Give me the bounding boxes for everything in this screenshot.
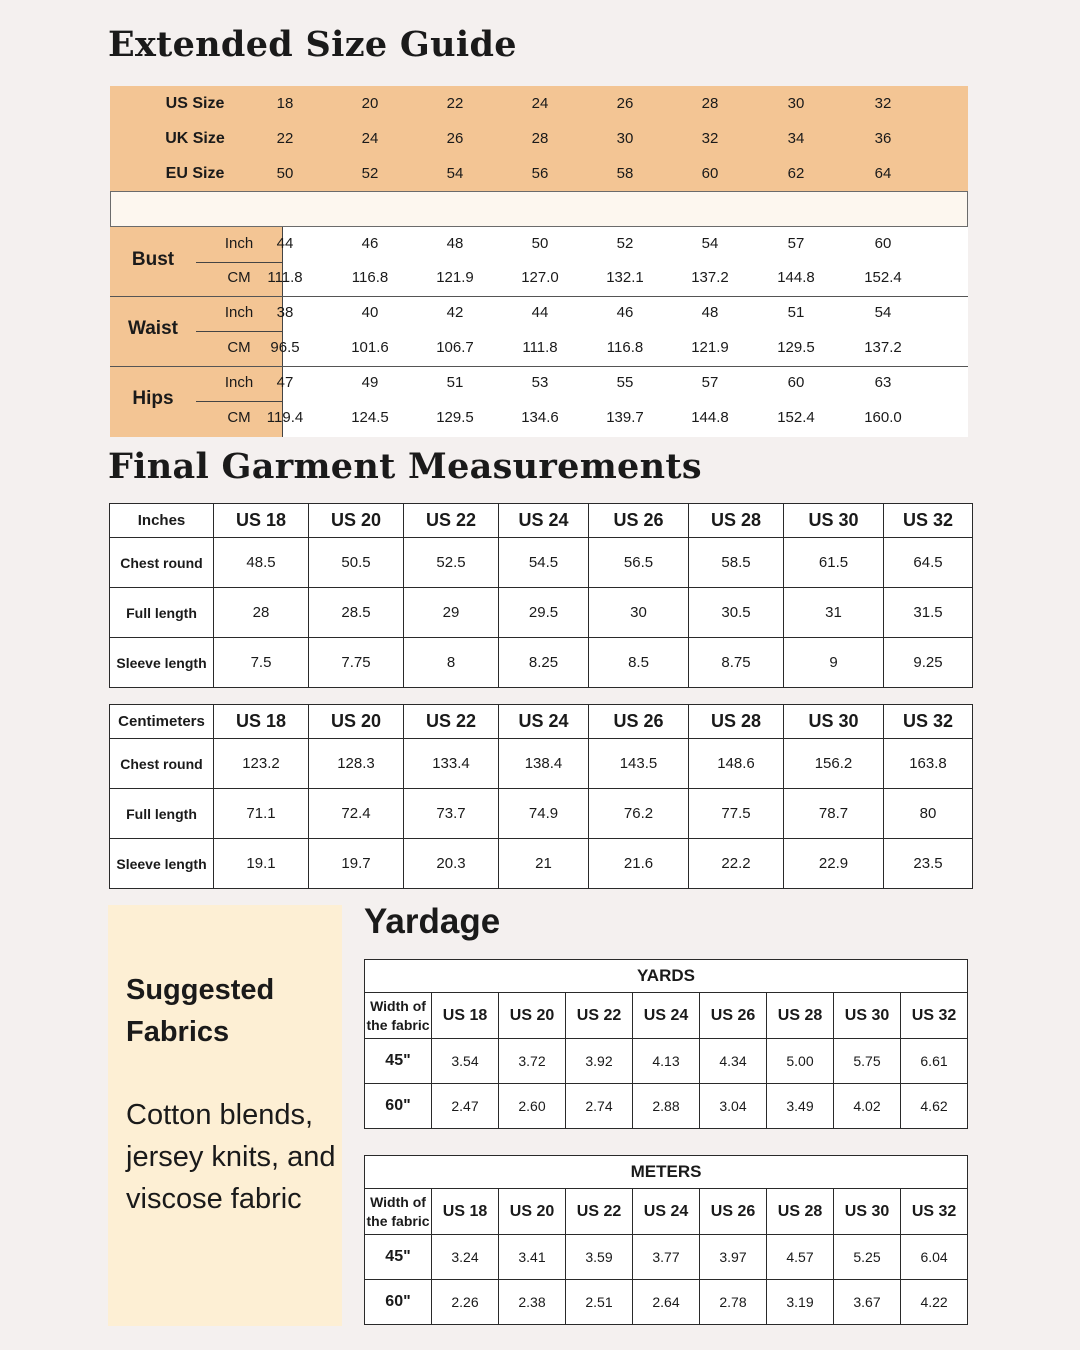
size-header: US 30: [834, 1189, 901, 1235]
yardage-cell: 3.77: [633, 1235, 700, 1280]
measurement-cell: 22.2: [689, 839, 784, 889]
table-row: [110, 638, 973, 688]
eu-size-value: 50: [276, 165, 294, 182]
table-row: [110, 839, 973, 889]
measurement-cell: 19.1: [214, 839, 309, 889]
bust-cm-value: 132.1: [606, 269, 644, 286]
width-label-line2: the fabric: [366, 1212, 430, 1229]
measurement-cell: 21.6: [589, 839, 689, 889]
size-header: US 32: [901, 993, 968, 1039]
unit-header: Inches: [110, 504, 214, 538]
uk-size-value: 24: [361, 130, 379, 147]
measurement-cell: 54.5: [499, 538, 589, 588]
eu-size-value: 58: [616, 165, 634, 182]
width-of-fabric-header: [365, 1189, 432, 1235]
us-size-value: 30: [787, 95, 805, 112]
waist-cm-label: CM: [227, 339, 251, 356]
garment-inches-table: [109, 503, 973, 688]
us-size-value: 22: [446, 95, 464, 112]
eu-size-label: EU Size: [165, 165, 225, 182]
measurement-cell: 72.4: [309, 789, 404, 839]
measurement-cell: 80: [884, 789, 973, 839]
size-header: US 24: [633, 993, 700, 1039]
hips-cm-value: 152.4: [777, 409, 815, 426]
size-header: US 30: [834, 993, 901, 1039]
size-header: US 28: [689, 705, 784, 739]
measurement-cell: 78.7: [784, 789, 884, 839]
yardage-cell: 2.26: [432, 1280, 499, 1325]
yardage-cell: 3.04: [700, 1084, 767, 1129]
width-label-line2: the fabric: [366, 1016, 430, 1033]
suggested-fabrics-panel: [108, 905, 342, 1326]
measurement-cell: 31.5: [884, 588, 973, 638]
size-header: US 18: [214, 504, 309, 538]
size-header: US 20: [309, 504, 404, 538]
measurement-cell: 52.5: [404, 538, 499, 588]
size-conversion-block: [110, 86, 968, 191]
size-header: US 18: [214, 705, 309, 739]
waist-cm-value: 96.5: [270, 339, 300, 356]
eu-size-value: 60: [701, 165, 719, 182]
measurement-cell: 123.2: [214, 739, 309, 789]
uk-size-value: 32: [701, 130, 719, 147]
waist-inch-value: 48: [701, 304, 719, 321]
eu-size-value: 56: [531, 165, 549, 182]
measurement-cell: 31: [784, 588, 884, 638]
size-header: US 18: [432, 1189, 499, 1235]
us-size-value: 20: [361, 95, 379, 112]
bust-cm-value: 121.9: [436, 269, 474, 286]
bust-inch-value: 46: [361, 235, 379, 252]
bust-cm-value: 144.8: [777, 269, 815, 286]
measurement-cell: 73.7: [404, 789, 499, 839]
hips-cm-value: 160.0: [864, 409, 902, 426]
waist-cm-value: 137.2: [864, 339, 902, 356]
yardage-cell: 3.19: [767, 1280, 834, 1325]
measurement-cell: 58.5: [689, 538, 784, 588]
size-header: US 18: [432, 993, 499, 1039]
yardage-cell: 2.64: [633, 1280, 700, 1325]
row-label: Sleeve length: [110, 638, 214, 688]
measurement-cell: 138.4: [499, 739, 589, 789]
measurement-cell: 71.1: [214, 789, 309, 839]
size-header: US 32: [884, 705, 973, 739]
table-row: [110, 538, 973, 588]
waist-cm-value: 121.9: [691, 339, 729, 356]
measurement-cell: 28.5: [309, 588, 404, 638]
uk-size-value: 30: [616, 130, 634, 147]
hips-inch-value: 47: [276, 374, 294, 391]
size-header: US 32: [901, 1189, 968, 1235]
hips-label: Hips: [132, 388, 174, 409]
uk-size-value: 28: [531, 130, 549, 147]
bust-inch-value: 50: [531, 235, 549, 252]
measurement-cell: 7.75: [309, 638, 404, 688]
measurement-cell: 74.9: [499, 789, 589, 839]
size-header: US 26: [700, 993, 767, 1039]
measurement-cell: 28: [214, 588, 309, 638]
table-row: [110, 789, 973, 839]
yardage-title: Yardage: [364, 902, 501, 941]
hips-cm-value: 144.8: [691, 409, 729, 426]
bust-cm-label: CM: [227, 269, 251, 286]
bust-label: Bust: [131, 249, 175, 270]
row-label: Chest round: [110, 538, 214, 588]
table-row: [365, 1039, 968, 1084]
waist-cm-value: 116.8: [606, 339, 644, 356]
yardage-meters-table: [364, 1155, 968, 1325]
yardage-cell: 4.02: [834, 1084, 901, 1129]
header-row: [365, 993, 968, 1039]
hips-cm-value: 119.4: [266, 409, 304, 426]
hips-cm-label: CM: [227, 409, 251, 426]
header-row: [365, 1189, 968, 1235]
yardage-cell: 3.49: [767, 1084, 834, 1129]
size-header: US 26: [589, 504, 689, 538]
fabric-width-label: 60": [365, 1280, 432, 1325]
waist-inch-value: 42: [446, 304, 464, 321]
measurement-cell: 156.2: [784, 739, 884, 789]
yardage-cell: 2.60: [499, 1084, 566, 1129]
measurement-cell: 8.25: [499, 638, 589, 688]
yardage-cell: 3.67: [834, 1280, 901, 1325]
measurement-cell: 64.5: [884, 538, 973, 588]
size-header: US 30: [784, 705, 884, 739]
size-header: US 20: [309, 705, 404, 739]
hips-cm-value: 124.5: [351, 409, 389, 426]
measurement-cell: 30: [589, 588, 689, 638]
table-row: [110, 588, 973, 638]
size-header: US 24: [633, 1189, 700, 1235]
column-divider: [282, 227, 283, 437]
eu-size-value: 64: [874, 165, 892, 182]
uk-size-value: 36: [874, 130, 892, 147]
measurement-cell: 77.5: [689, 789, 784, 839]
bust-inch-label: Inch: [224, 235, 254, 252]
yardage-cell: 3.41: [499, 1235, 566, 1280]
uk-size-label: UK Size: [165, 130, 225, 147]
measurement-cell: 29: [404, 588, 499, 638]
size-header: US 28: [767, 993, 834, 1039]
eu-size-value: 54: [446, 165, 464, 182]
measurement-values-area: [282, 227, 968, 437]
width-of-fabric-header: [365, 993, 432, 1039]
yardage-cell: 3.92: [566, 1039, 633, 1084]
size-header: US 22: [566, 1189, 633, 1235]
yardage-cell: 4.22: [901, 1280, 968, 1325]
hips-inch-value: 51: [446, 374, 464, 391]
measurement-cell: 23.5: [884, 839, 973, 889]
row-label: Full length: [110, 789, 214, 839]
us-size-value: 32: [874, 95, 892, 112]
yardage-cell: 5.75: [834, 1039, 901, 1084]
uk-size-value: 22: [276, 130, 294, 147]
measurement-cell: 22.9: [784, 839, 884, 889]
yardage-cell: 2.51: [566, 1280, 633, 1325]
yardage-cell: 5.25: [834, 1235, 901, 1280]
bust-cm-value: 127.0: [521, 269, 559, 286]
bust-cm-value: 116.8: [351, 269, 389, 286]
row-label: Full length: [110, 588, 214, 638]
uk-size-value: 34: [787, 130, 805, 147]
measurement-cell: 143.5: [589, 739, 689, 789]
header-row: [110, 504, 973, 538]
size-header: US 28: [689, 504, 784, 538]
fabric-width-label: 45": [365, 1039, 432, 1084]
garment-title: Final Garment Measurements: [108, 446, 702, 487]
uk-size-value: 26: [446, 130, 464, 147]
unit-header: Centimeters: [110, 705, 214, 739]
yardage-cell: 3.59: [566, 1235, 633, 1280]
bust-cm-value: 152.4: [864, 269, 902, 286]
fabrics-body: Cotton blends, jersey knits, and viscose fabric: [126, 1099, 336, 1215]
yardage-cell: 5.00: [767, 1039, 834, 1084]
measurement-cell: 19.7: [309, 839, 404, 889]
row-label: Sleeve length: [110, 839, 214, 889]
hips-inch-value: 53: [531, 374, 549, 391]
table-row: [365, 1084, 968, 1129]
measurement-cell: 133.4: [404, 739, 499, 789]
size-header: US 24: [499, 504, 589, 538]
size-header: US 28: [767, 1189, 834, 1235]
group-divider: [110, 366, 968, 367]
yardage-yards-table: [364, 959, 968, 1129]
hips-inch-value: 57: [701, 374, 719, 391]
waist-inch-value: 44: [531, 304, 549, 321]
fabrics-title: [126, 969, 326, 1053]
size-header: US 26: [589, 705, 689, 739]
meters-caption: METERS: [365, 1156, 968, 1189]
us-size-label: US Size: [165, 95, 225, 112]
yardage-cell: 2.78: [700, 1280, 767, 1325]
fabrics-title-line2: Fabrics: [126, 1016, 230, 1048]
measurement-cell: 61.5: [784, 538, 884, 588]
size-header: US 32: [884, 504, 973, 538]
hips-inch-value: 60: [787, 374, 805, 391]
us-size-value: 24: [531, 95, 549, 112]
measurement-cell: 8.5: [589, 638, 689, 688]
yardage-cell: 2.88: [633, 1084, 700, 1129]
bust-inch-value: 60: [874, 235, 892, 252]
size-header: US 26: [700, 1189, 767, 1235]
uk-size-row: [110, 121, 968, 156]
size-header: US 22: [404, 504, 499, 538]
yardage-cell: 4.62: [901, 1084, 968, 1129]
yardage-cell: 4.13: [633, 1039, 700, 1084]
group-divider: [110, 296, 968, 297]
garment-cm-table: [109, 704, 973, 889]
unit-divider: [196, 331, 282, 332]
eu-size-value: 62: [787, 165, 805, 182]
yardage-cell: 3.97: [700, 1235, 767, 1280]
size-header: US 24: [499, 705, 589, 739]
eu-size-row: [110, 156, 968, 191]
width-label-line1: Width of: [370, 997, 426, 1014]
divider-strip: [110, 191, 968, 227]
waist-inch-value: 46: [616, 304, 634, 321]
yardage-cell: 2.74: [566, 1084, 633, 1129]
eu-size-value: 52: [361, 165, 379, 182]
unit-divider: [196, 262, 282, 263]
us-size-value: 18: [276, 95, 294, 112]
hips-cm-value: 134.6: [521, 409, 559, 426]
measurement-cell: 56.5: [589, 538, 689, 588]
yardage-cell: 3.72: [499, 1039, 566, 1084]
us-size-value: 28: [701, 95, 719, 112]
waist-cm-value: 101.6: [351, 339, 389, 356]
us-size-value: 26: [616, 95, 634, 112]
measurement-cell: 148.6: [689, 739, 784, 789]
yardage-cell: 6.61: [901, 1039, 968, 1084]
header-row: [110, 705, 973, 739]
measurement-cell: 29.5: [499, 588, 589, 638]
measurement-cell: 48.5: [214, 538, 309, 588]
bust-inch-value: 44: [276, 235, 294, 252]
waist-cm-value: 129.5: [777, 339, 815, 356]
yardage-cell: 4.34: [700, 1039, 767, 1084]
waist-cm-value: 111.8: [522, 339, 558, 356]
measurement-cell: 9.25: [884, 638, 973, 688]
width-label-line1: Width of: [370, 1193, 426, 1210]
measurement-cell: 8.75: [689, 638, 784, 688]
size-header: US 20: [499, 993, 566, 1039]
us-size-row: [110, 86, 968, 121]
size-header: US 30: [784, 504, 884, 538]
size-header: US 20: [499, 1189, 566, 1235]
fabrics-title-line1: Suggested: [126, 974, 275, 1006]
measurement-cell: 50.5: [309, 538, 404, 588]
measurement-cell: 20.3: [404, 839, 499, 889]
bust-cm-value: 137.2: [691, 269, 729, 286]
measurement-cell: 128.3: [309, 739, 404, 789]
table-row: [365, 1280, 968, 1325]
fabric-width-label: 60": [365, 1084, 432, 1129]
measurement-cell: 9: [784, 638, 884, 688]
measurement-cell: 76.2: [589, 789, 689, 839]
table-row: [365, 1235, 968, 1280]
hips-inch-value: 49: [361, 374, 379, 391]
measurement-cell: 163.8: [884, 739, 973, 789]
measurement-cell: 21: [499, 839, 589, 889]
table-row: [110, 739, 973, 789]
hips-inch-label: Inch: [224, 374, 254, 391]
waist-cm-value: 106.7: [436, 339, 474, 356]
bust-inch-value: 48: [446, 235, 464, 252]
measurement-cell: 8: [404, 638, 499, 688]
bust-cm-value: 111.8: [267, 269, 303, 286]
waist-inch-value: 51: [787, 304, 805, 321]
size-header: US 22: [566, 993, 633, 1039]
size-header: US 22: [404, 705, 499, 739]
yardage-cell: 4.57: [767, 1235, 834, 1280]
yardage-cell: 2.38: [499, 1280, 566, 1325]
measurement-cell: 30.5: [689, 588, 784, 638]
hips-inch-value: 63: [874, 374, 892, 391]
hips-cm-value: 139.7: [606, 409, 644, 426]
yardage-cell: 3.54: [432, 1039, 499, 1084]
yardage-cell: 2.47: [432, 1084, 499, 1129]
bust-inch-value: 52: [616, 235, 634, 252]
waist-inch-value: 54: [874, 304, 892, 321]
yards-caption: YARDS: [365, 960, 968, 993]
hips-cm-value: 129.5: [436, 409, 474, 426]
waist-label: Waist: [128, 318, 178, 339]
bust-inch-value: 54: [701, 235, 719, 252]
yardage-cell: 6.04: [901, 1235, 968, 1280]
size-guide-title: Extended Size Guide: [108, 24, 517, 65]
waist-inch-label: Inch: [224, 304, 254, 321]
measurement-cell: 7.5: [214, 638, 309, 688]
waist-inch-value: 40: [361, 304, 379, 321]
body-measurements-block: [110, 227, 968, 437]
yardage-cell: 3.24: [432, 1235, 499, 1280]
hips-inch-value: 55: [616, 374, 634, 391]
row-label: Chest round: [110, 739, 214, 789]
unit-divider: [196, 401, 282, 402]
waist-inch-value: 38: [276, 304, 294, 321]
fabric-width-label: 45": [365, 1235, 432, 1280]
bust-inch-value: 57: [787, 235, 805, 252]
